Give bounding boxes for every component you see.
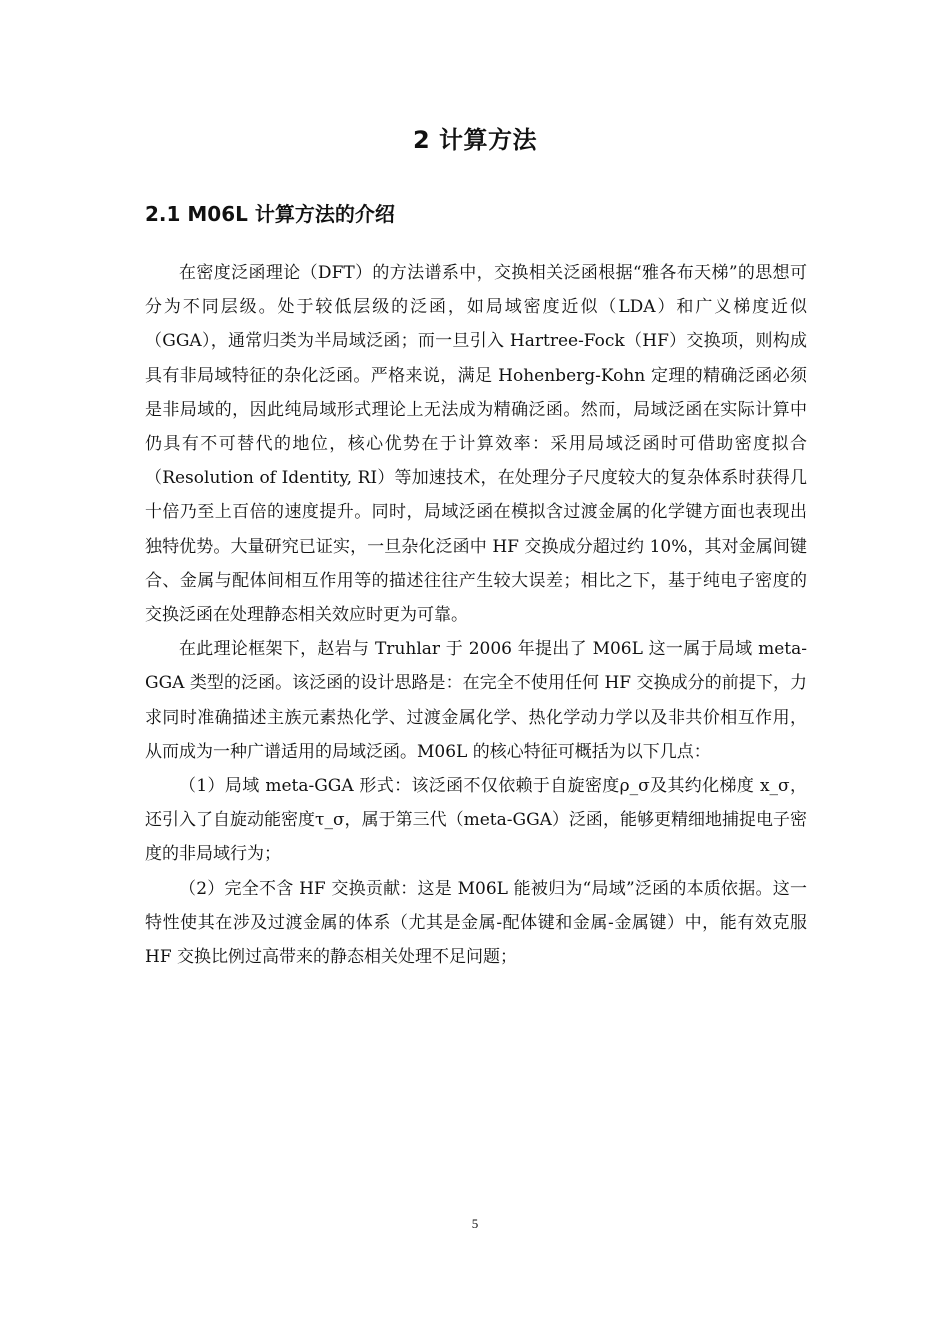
section-title: 2.1 M06L 计算方法的介绍 (145, 202, 395, 226)
paragraph-m06l-intro: 在此理论框架下，赵岩与 Truhlar 于 2006 年提出了 M06L 这一属于局域 meta-GGA 类型的泛函。该泛函的设计思路是：在完全不使用任何 HF 交换成分的前提下，力求同时准确描述主族元素热化学、过渡金属化学、热化学动力学以及非共价相互作用，从而成为一种广谱适用的局域泛函。M06L 的核心特征可概括为以下几点： (145, 639, 807, 762)
chapter-title: 2 计算方法 (412, 126, 538, 154)
paragraph-dft-ladder: 在密度泛函理论（DFT）的方法谱系中，交换相关泛函根据“雅各布天梯”的思想可分为不同层级。处于较低层级的泛函，如局域密度近似（LDA）和广义梯度近似（GGA），通常归类为半局域泛函；而一旦引入 Hartree-Fock（HF）交换项，则构成具有非局域特征的杂化泛函。严格来说，满足 Hohenberg-Kohn 定理的精确泛函必须是非局域的，因此纯局域形式理论上无法成为精确泛函。然而，局域泛函在实际计算中仍具有不可替代的地位，核心优势在于计算效率：采用局域泛函时可借助密度拟合（Resolution of Identity, RI）等加速技术，在处理分子尺度较大的复杂体系时获得几十倍乃至上百倍的速度提升。同时，局域泛函在模拟含过渡金属的化学键方面也表现出独特优势。大量研究已证实，一旦杂化泛函中 HF 交换成分超过约 10%，其对金属间键合、金属与配体间相互作用等的描述往往产生较大误差；相比之下，基于纯电子密度的交换泛函在处理静态相关效应时更为可靠。 (145, 263, 807, 626)
paragraph-feature-1: （1）局域 meta-GGA 形式：该泛函不仅依赖于自旋密度ρ_σ及其约化梯度 x_σ，还引入了自旋动能密度τ_σ，属于第三代（meta-GGA）泛函，能够更精细地捕捉电子密度的非局域行为； (145, 776, 807, 865)
body-text (145, 256, 807, 974)
paragraph-feature-2: （2）完全不含 HF 交换贡献：这是 M06L 能被归为“局域”泛函的本质依据。这一特性使其在涉及过渡金属的体系（尤其是金属-配体键和金属-金属键）中，能有效克服 HF 交换比例过高带来的静态相关处理不足问题； (145, 878, 807, 968)
page-number: 5 (471, 1216, 479, 1231)
